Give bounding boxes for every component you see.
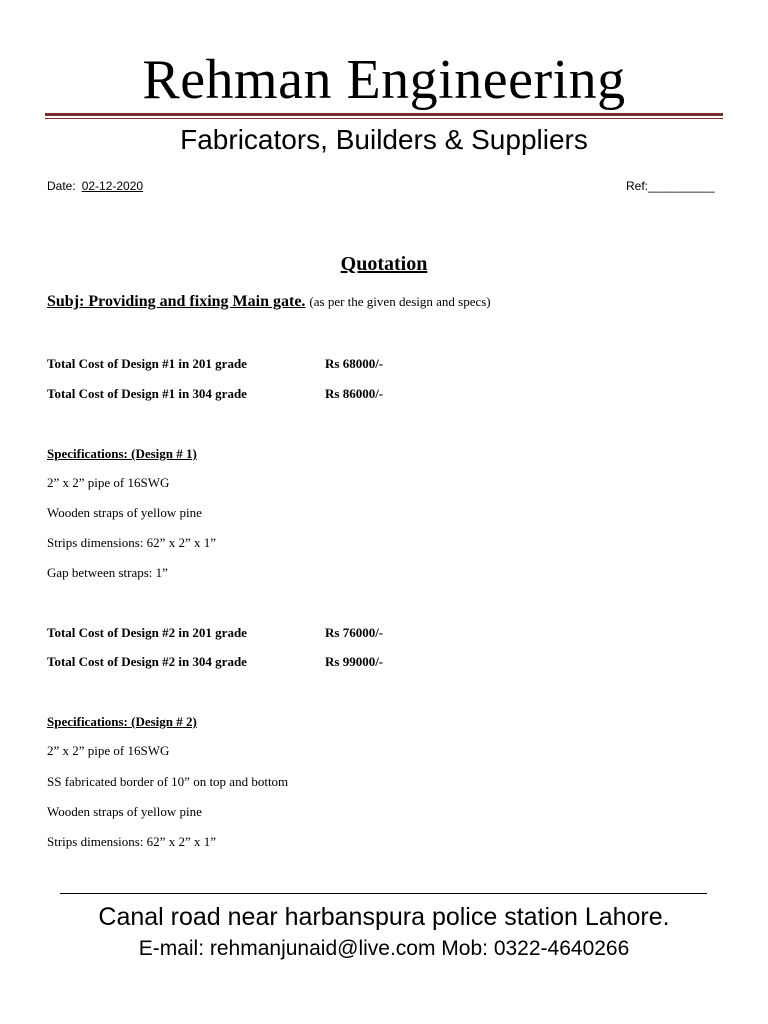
spec-item: Wooden straps of yellow pine bbox=[47, 505, 202, 520]
date-row bbox=[47, 178, 143, 194]
cost-row bbox=[47, 653, 547, 671]
spec-item: Wooden straps of yellow pine bbox=[47, 804, 202, 819]
footer-divider bbox=[60, 893, 707, 894]
cost-value: Rs 99000/- bbox=[325, 654, 384, 669]
date-value: 02-12-2020 bbox=[81, 179, 144, 193]
company-tagline: Fabricators, Builders & Suppliers bbox=[180, 124, 588, 155]
header-divider bbox=[45, 113, 723, 116]
footer-address: Canal road near harbanspura police station Lahore. bbox=[98, 903, 670, 931]
subject-note: (as per the given design and specs) bbox=[309, 294, 491, 309]
ref-field: Ref:__________ bbox=[626, 179, 715, 193]
spec-item: 2” x 2” pipe of 16SWG bbox=[47, 743, 170, 758]
footer-contact: E-mail: rehmanjunaid@live.com Mob: 0322-4640266 bbox=[138, 937, 630, 960]
cost-label: Total Cost of Design #1 in 304 grade bbox=[47, 386, 247, 401]
subject-line bbox=[47, 292, 491, 312]
company-name: Rehman Engineering bbox=[142, 49, 626, 111]
spec-item: Strips dimensions: 62” x 2” x 1” bbox=[47, 834, 216, 849]
spec-heading: Specifications: (Design # 1) bbox=[47, 446, 197, 461]
document-title: Quotation bbox=[340, 253, 428, 275]
cost-row bbox=[47, 624, 547, 642]
date-label: Date: bbox=[47, 179, 76, 193]
cost-value: Rs 68000/- bbox=[325, 356, 384, 371]
cost-label: Total Cost of Design #1 in 201 grade bbox=[47, 356, 247, 371]
cost-value: Rs 86000/- bbox=[325, 386, 384, 401]
cost-value: Rs 76000/- bbox=[325, 625, 384, 640]
header-divider-thin bbox=[45, 118, 723, 119]
cost-label: Total Cost of Design #2 in 201 grade bbox=[47, 625, 247, 640]
cost-label: Total Cost of Design #2 in 304 grade bbox=[47, 654, 247, 669]
spec-item: SS fabricated border of 10” on top and bottom bbox=[47, 774, 289, 789]
spec-item: Gap between straps: 1” bbox=[47, 565, 168, 580]
spec-item: Strips dimensions: 62” x 2” x 1” bbox=[47, 535, 216, 550]
cost-row bbox=[47, 355, 547, 373]
subject-text: Subj: Providing and fixing Main gate. bbox=[47, 293, 306, 310]
cost-row bbox=[47, 385, 547, 403]
spec-heading: Specifications: (Design # 2) bbox=[47, 714, 197, 729]
spec-item: 2” x 2” pipe of 16SWG bbox=[47, 475, 170, 490]
